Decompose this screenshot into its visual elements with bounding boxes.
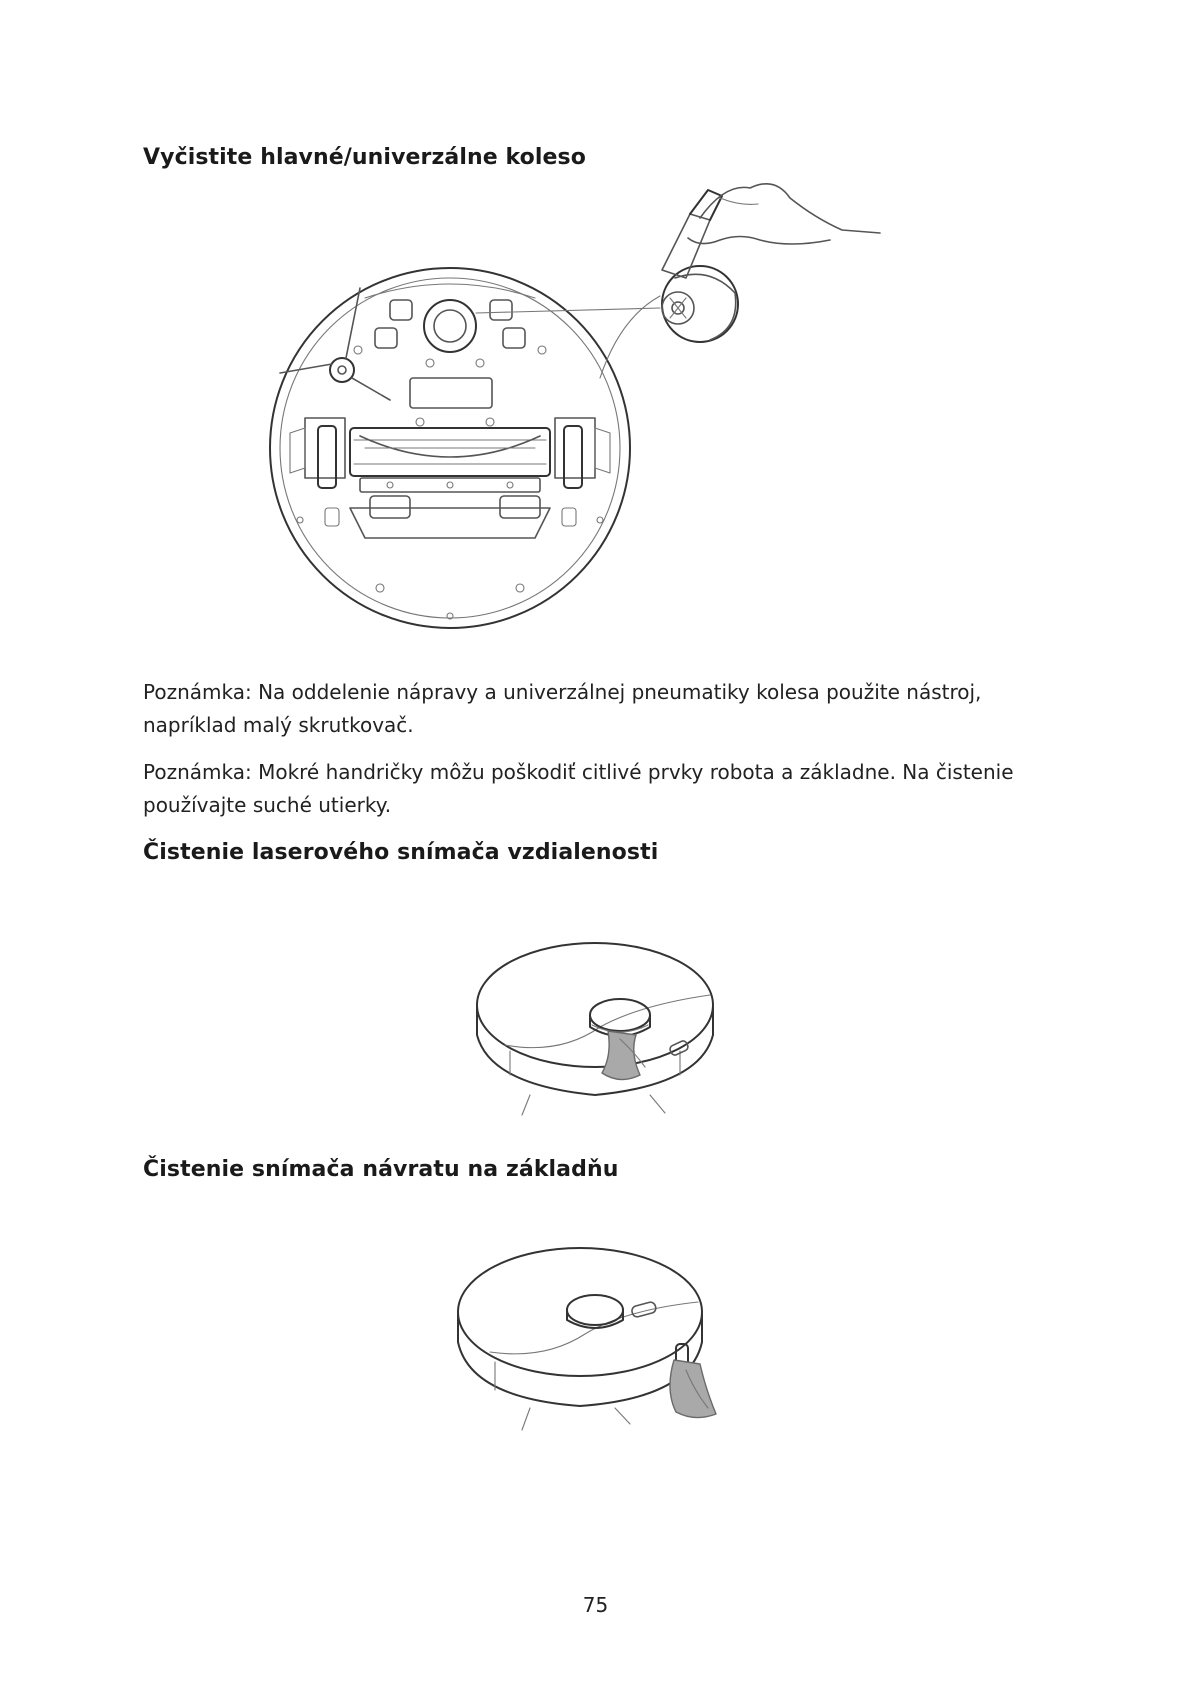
universal-wheel-socket (424, 300, 476, 352)
robot-underside-illustration (270, 178, 950, 648)
note-dry-wipes: Poznámka: Mokré handričky môžu poškodiť citlivé prvky robota a základne. Na čistenie používajte suché utierky. (143, 760, 1014, 817)
robot-top-outline (458, 1248, 702, 1376)
hand-icon (700, 184, 880, 233)
dock-sensor-illustration (450, 1240, 730, 1440)
laser-sensor-cap (590, 999, 650, 1031)
laser-sensor-illustration (470, 935, 730, 1125)
cloth-icon (602, 1031, 640, 1080)
page-number: 75 (582, 1593, 609, 1617)
figure-dock-sensor-cleaning (450, 1240, 730, 1440)
figure-robot-underside-wheel (270, 178, 950, 648)
section-heading-laser-sensor: Čistenie laserového snímača vzdialenosti (143, 840, 659, 865)
section-heading-dock-sensor: Čistenie snímača návratu na základňu (143, 1157, 619, 1182)
figure-laser-sensor-cleaning (470, 935, 730, 1125)
section-heading-wheel-cleaning: Vyčistite hlavné/univerzálne koleso (143, 145, 586, 170)
side-brush (330, 358, 354, 382)
laser-sensor-cap (567, 1295, 623, 1325)
main-roller-brush (350, 428, 550, 476)
note-wheel-tool: Poznámka: Na oddelenie nápravy a univerzálnej pneumatiky kolesa použite nástroj, napríklad malý skrutkovač. (143, 680, 982, 737)
cloth-icon (670, 1360, 716, 1418)
